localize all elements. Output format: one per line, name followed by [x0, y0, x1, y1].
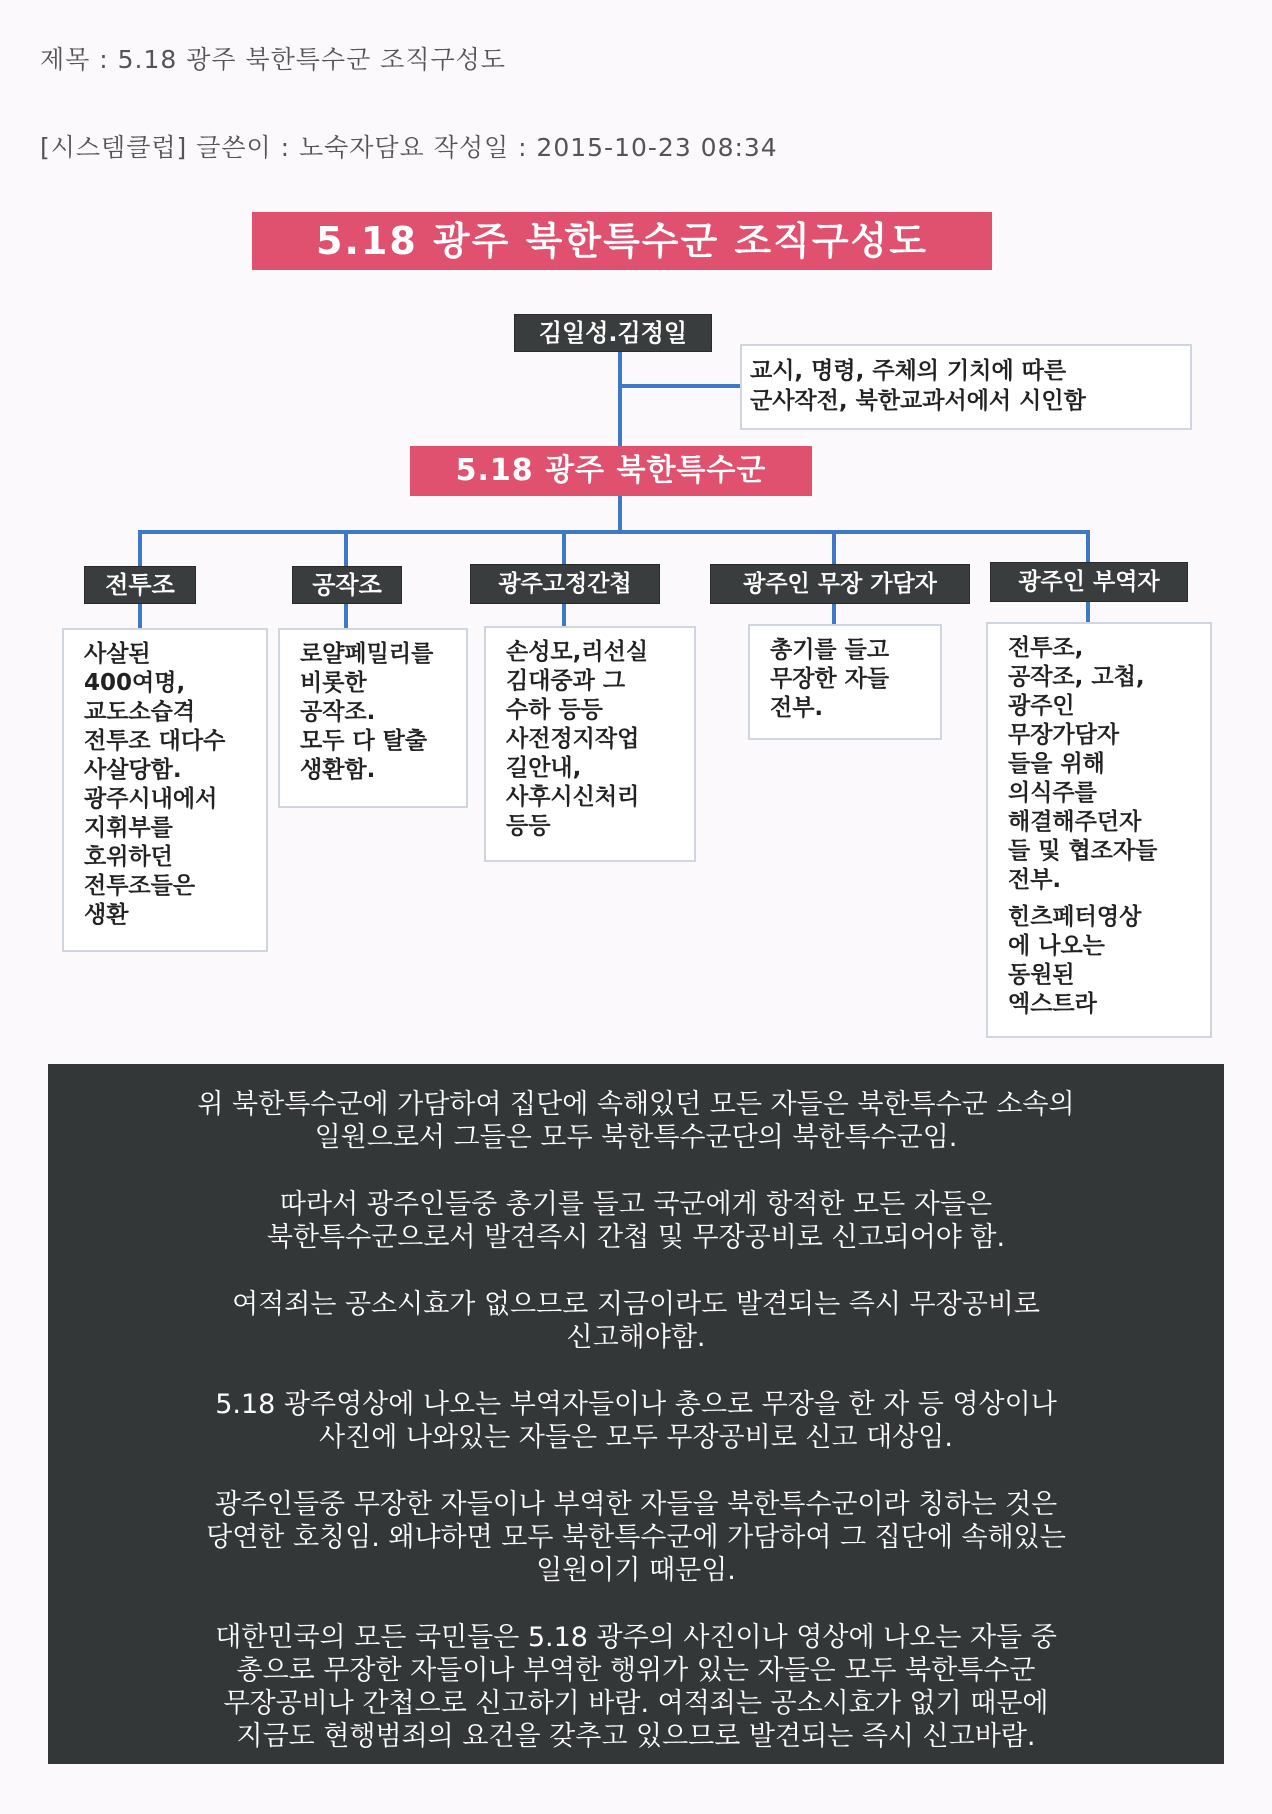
post-meta: [시스템클럽] 글쓴이 : 노숙자담요 작성일 : 2015-10-23 08:34 — [40, 133, 778, 162]
panel-line: 전부. — [1008, 867, 1062, 893]
statement-line: 여적죄는 공소시효가 없으므로 지금이라도 발견되는 즉시 무장공비로 — [232, 1289, 1040, 1320]
panel-line: 광주시내에서 — [84, 786, 218, 812]
panel-line: 손성모,리선실 — [506, 639, 649, 665]
connector-panel — [344, 600, 348, 628]
statement-line: 지금도 현행범죄의 요건을 갖추고 있으므로 발견되는 즉시 신고바람. — [236, 1721, 1036, 1752]
connector-branch — [832, 530, 836, 564]
panel-line: 사살당함. — [84, 757, 182, 783]
panel-line: 해결해주던자 — [1008, 809, 1142, 835]
panel-line: 김대중과 그 — [506, 668, 626, 694]
org-root-node: 김일성.김정일 — [514, 314, 712, 352]
panel-line: 전투조, — [1008, 635, 1084, 661]
panel-line: 광주인 — [1008, 693, 1075, 719]
statement-line: 당연한 호칭임. 왜냐하면 모두 북한특수군에 가담하여 그 집단에 속해있는 — [206, 1522, 1066, 1553]
statement-paragraph — [62, 1388, 1210, 1454]
connector-unit-bus — [618, 494, 622, 532]
panel-line: 공작조, 고첩, — [1008, 664, 1145, 690]
branch-panel-operations — [278, 628, 468, 808]
panel-line: 사전정지작업 — [506, 726, 640, 752]
panel-line: 수하 등등 — [506, 697, 603, 723]
panel-line: 전투조들은 — [84, 873, 196, 899]
statement-line: 신고해야함. — [566, 1322, 706, 1353]
panel-line: 모두 다 탈출 — [300, 728, 428, 754]
connector-branch — [562, 530, 566, 564]
directive-note — [740, 344, 1192, 430]
panel-line: 무장가담자 — [1008, 722, 1120, 748]
connector-branch — [1086, 530, 1090, 562]
panel-line: 에 나오는 — [1008, 933, 1105, 959]
panel-line: 등등 — [506, 813, 551, 839]
panel-line: 의식주를 — [1008, 780, 1097, 806]
statement-line: 총으로 무장한 자들이나 부역한 행위가 있는 자들은 모두 북한특수군 — [236, 1655, 1036, 1686]
panel-line: 호위하던 — [84, 844, 173, 870]
note-line: 교시, 명령, 주체의 기치에 따른 — [750, 358, 1067, 384]
panel-line: 로얄페밀리를 — [300, 641, 434, 667]
connector-note — [618, 384, 742, 388]
branch-panel-combat — [62, 628, 268, 952]
branch-panel-armed — [748, 624, 942, 740]
branch-label-armed: 광주인 무장 가담자 — [710, 564, 970, 604]
panel-line: 전투조 대다수 — [84, 728, 226, 754]
statement-paragraph — [62, 1488, 1210, 1587]
statement-line: 위 북한특수군에 가담하여 집단에 속해있던 모든 자들은 북한특수군 소속의 — [197, 1089, 1075, 1120]
panel-line: 들 및 협조자들 — [1008, 838, 1158, 864]
statement-paragraph — [62, 1088, 1210, 1154]
statement-line: 5.18 광주영상에 나오는 부역자들이나 총으로 무장을 한 자 등 영상이나 — [215, 1389, 1057, 1420]
panel-line: 공작조. — [300, 699, 376, 725]
branch-label-operations: 공작조 — [292, 566, 402, 604]
statement-line: 대한민국의 모든 국민들은 5.18 광주의 사진이나 영상에 나오는 자들 중 — [215, 1622, 1057, 1653]
connector-branch — [138, 530, 142, 566]
note-line: 군사작전, 북한교과서에서 시인함 — [750, 388, 1086, 414]
connector-bus — [138, 530, 1090, 534]
panel-line: 엑스트라 — [1008, 991, 1097, 1017]
panel-line: 지휘부를 — [84, 815, 173, 841]
statement-line: 일원이기 때문임. — [536, 1555, 736, 1586]
panel-line: 전부. — [770, 695, 824, 721]
panel-line: 교도소습격 — [84, 699, 196, 725]
branch-panel-collaborators — [986, 622, 1212, 1038]
branch-label-collaborators: 광주인 부역자 — [990, 562, 1188, 602]
branch-label-combat: 전투조 — [84, 566, 196, 604]
statement-line: 사진에 나와있는 자들은 모두 무장공비로 신고 대상임. — [319, 1422, 953, 1453]
panel-line: 무장한 자들 — [770, 666, 890, 692]
panel-line: 힌츠페터영상 — [1008, 904, 1142, 930]
panel-line: 총기를 들고 — [770, 637, 890, 663]
panel-line: 400여명, — [84, 670, 186, 696]
branch-panel-spies — [484, 626, 696, 862]
statement-paragraph — [62, 1288, 1210, 1354]
statement-line: 북한특수군으로서 발견즉시 간첩 및 무장공비로 신고되어야 함. — [266, 1222, 1006, 1253]
connector-root-unit — [618, 348, 622, 448]
chart-title-banner: 5.18 광주 북한특수군 조직구성도 — [252, 212, 992, 270]
statement-line: 광주인들중 무장한 자들이나 부역한 자들을 북한특수군이라 칭하는 것은 — [214, 1489, 1058, 1520]
panel-line: 동원된 — [1008, 962, 1075, 988]
panel-line: 길안내, — [506, 755, 582, 781]
connector-panel — [138, 600, 142, 628]
panel-line: 사살된 — [84, 641, 151, 667]
branch-label-spies: 광주고정간첩 — [470, 564, 660, 604]
statement-paragraph — [62, 1188, 1210, 1254]
panel-line: 비롯한 — [300, 670, 367, 696]
statement-line: 따라서 광주인들중 총기를 들고 국군에게 항적한 모든 자들은 — [279, 1189, 993, 1220]
panel-line: 사후시신처리 — [506, 784, 640, 810]
statement-line: 일원으로서 그들은 모두 북한특수군단의 북한특수군임. — [314, 1122, 958, 1153]
connector-branch — [344, 530, 348, 566]
panel-line: 생환 — [84, 902, 129, 928]
statement-box — [48, 1064, 1224, 1764]
post-title: 제목 : 5.18 광주 북한특수군 조직구성도 — [40, 45, 506, 74]
statement-line: 무장공비나 간첩으로 신고하기 바람. 여적죄는 공소시효가 없기 때문에 — [223, 1688, 1049, 1719]
panel-line: 들을 위해 — [1008, 751, 1105, 777]
statement-paragraph — [62, 1621, 1210, 1753]
org-unit-node: 5.18 광주 북한특수군 — [410, 446, 812, 496]
panel-line: 생환함. — [300, 757, 376, 783]
